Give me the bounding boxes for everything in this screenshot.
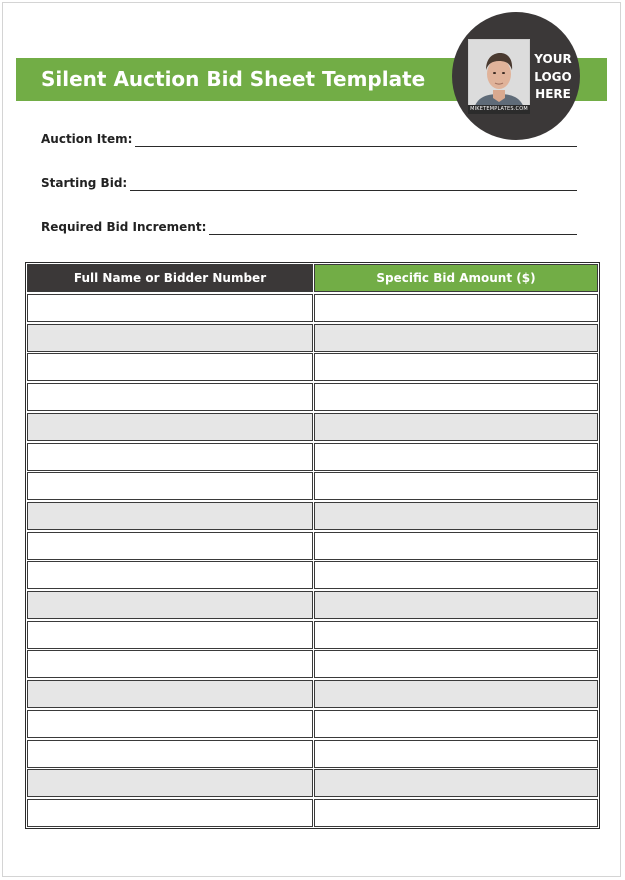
- logo-text-line-2: LOGO: [534, 70, 572, 84]
- bid-amount-cell[interactable]: [314, 353, 598, 381]
- auction-item-field[interactable]: [41, 130, 577, 148]
- bidder-name-cell[interactable]: [27, 502, 313, 530]
- starting-bid-field[interactable]: [41, 174, 577, 192]
- bidder-name-cell[interactable]: [27, 294, 313, 322]
- bid-amount-cell[interactable]: [314, 680, 598, 708]
- bid-amount-cell[interactable]: [314, 799, 598, 827]
- bid-amount-cell[interactable]: [314, 710, 598, 738]
- bid-amount-cell[interactable]: [314, 621, 598, 649]
- avatar: [468, 39, 530, 114]
- bidder-name-cell[interactable]: [27, 710, 313, 738]
- bidder-name-cell[interactable]: [27, 472, 313, 500]
- bid-amount-cell[interactable]: [314, 532, 598, 560]
- bid-amount-cell[interactable]: [314, 294, 598, 322]
- bid-amount-cell[interactable]: [314, 502, 598, 530]
- column-header-bid: Specific Bid Amount ($): [314, 264, 598, 292]
- logo-text-line-3: HERE: [535, 87, 571, 101]
- bidder-name-cell[interactable]: [27, 680, 313, 708]
- bid-amount-cell[interactable]: [314, 383, 598, 411]
- photo-caption: MIKETEMPLATES.COM: [468, 105, 530, 114]
- auction-item-line[interactable]: [135, 145, 577, 147]
- bid-amount-cell[interactable]: [314, 769, 598, 797]
- bidder-name-cell[interactable]: [27, 799, 313, 827]
- bid-amount-cell[interactable]: [314, 472, 598, 500]
- logo-text-line-1: YOUR: [534, 52, 572, 66]
- bid-amount-cell[interactable]: [314, 740, 598, 768]
- bidder-name-cell[interactable]: [27, 353, 313, 381]
- column-header-name: Full Name or Bidder Number: [27, 264, 313, 292]
- auction-item-label: Auction Item:: [41, 132, 133, 146]
- bid-increment-field[interactable]: [41, 218, 577, 236]
- bidder-name-cell[interactable]: [27, 532, 313, 560]
- bid-amount-cell[interactable]: [314, 650, 598, 678]
- bidder-name-cell[interactable]: [27, 621, 313, 649]
- bid-amount-cell[interactable]: [314, 561, 598, 589]
- bidder-name-cell[interactable]: [27, 413, 313, 441]
- starting-bid-label: Starting Bid:: [41, 176, 128, 190]
- bidder-name-cell[interactable]: [27, 324, 313, 352]
- bidder-name-cell[interactable]: [27, 561, 313, 589]
- starting-bid-line[interactable]: [130, 189, 577, 191]
- bidder-name-cell[interactable]: [27, 443, 313, 471]
- bidder-name-cell[interactable]: [27, 769, 313, 797]
- bid-increment-line[interactable]: [209, 233, 577, 235]
- bidder-name-cell[interactable]: [27, 740, 313, 768]
- bidder-name-cell[interactable]: [27, 383, 313, 411]
- bidder-name-cell[interactable]: [27, 591, 313, 619]
- person-photo-icon: [469, 40, 529, 113]
- bid-amount-cell[interactable]: [314, 324, 598, 352]
- bid-amount-cell[interactable]: [314, 443, 598, 471]
- bid-amount-cell[interactable]: [314, 591, 598, 619]
- bid-amount-cell[interactable]: [314, 413, 598, 441]
- bidder-name-cell[interactable]: [27, 650, 313, 678]
- page-title: Silent Auction Bid Sheet Template: [41, 67, 426, 91]
- bid-increment-label: Required Bid Increment:: [41, 220, 207, 234]
